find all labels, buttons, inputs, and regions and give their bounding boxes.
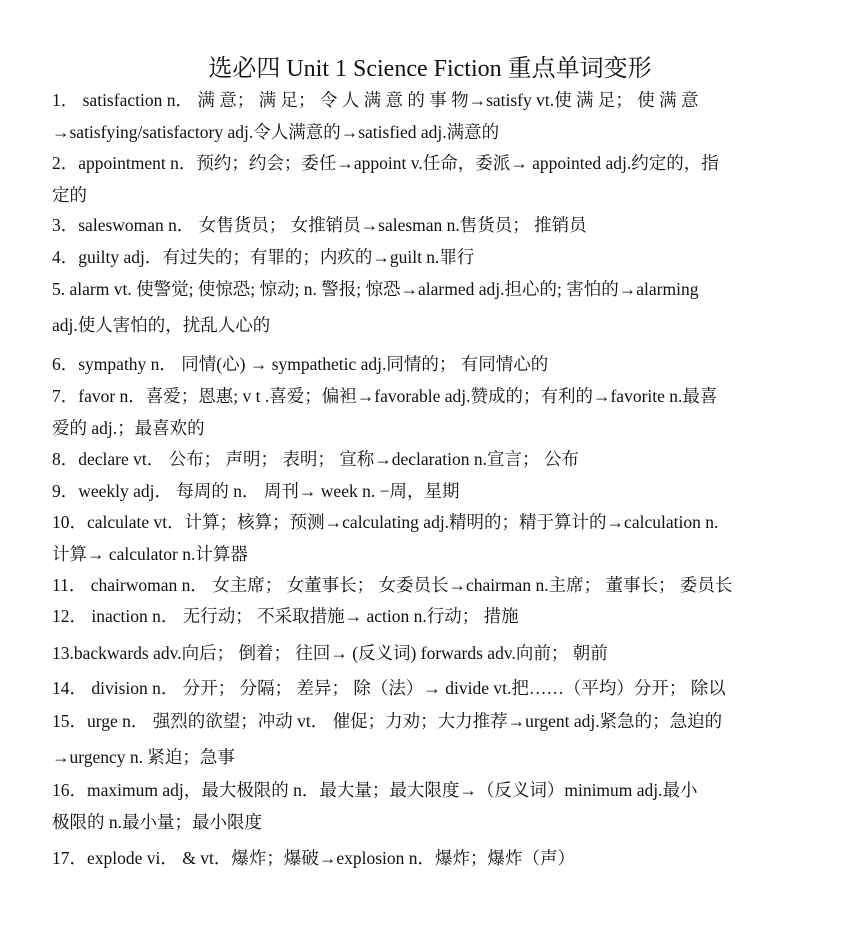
word-entry-8 bbox=[52, 443, 812, 475]
entry-line: 计算→ calculator n.计算器 bbox=[52, 544, 248, 564]
entry-line: 9．weekly adj． 每周的 n． 周刊→ week n. −周，星期 bbox=[52, 481, 460, 501]
entry-line: →satisfying/satisfactory adj.令人满意的→satisfied adj.满意的 bbox=[52, 122, 500, 142]
entry-line: 极限的 n.最小量；最小限度 bbox=[52, 812, 262, 832]
entry-line: 7．favor n．喜爱；恩惠; v t .喜爱；偏袒→favorable adj.赞成的；有利的→favorite n.最喜 bbox=[52, 386, 718, 406]
word-entry-4 bbox=[52, 241, 812, 273]
word-entry-1 bbox=[52, 84, 812, 148]
entry-line: 10．calculate vt．计算；核算；预测→calculating adj.精明的；精于算计的→calculation n. bbox=[52, 512, 719, 532]
entry-line: 4．guilty adj．有过失的；有罪的；内疚的→guilt n.罪行 bbox=[52, 247, 475, 267]
word-entry-14 bbox=[52, 672, 812, 704]
word-entry-11 bbox=[52, 569, 812, 601]
word-entry-7 bbox=[52, 380, 812, 444]
word-entry-2 bbox=[52, 147, 812, 211]
entry-line: 1． satisfaction n． 满 意； 满 足； 令 人 满 意 的 事 物→satisfy vt.使 满 足； 使 满 意 bbox=[52, 90, 699, 110]
entry-line: 17．explode vi． & vt．爆炸；爆破→explosion n．爆炸；爆炸（声） bbox=[52, 848, 576, 868]
word-entry-13 bbox=[52, 637, 812, 669]
word-entry-9 bbox=[52, 475, 812, 507]
entry-line: 6．sympathy n． 同情(心) → sympathetic adj.同情的； 有同情心的 bbox=[52, 354, 549, 374]
word-entry-3 bbox=[52, 209, 812, 241]
entry-line: 3．saleswoman n． 女售货员； 女推销员→salesman n.售货员； 推销员 bbox=[52, 215, 587, 235]
word-entry-5 bbox=[52, 273, 812, 341]
word-entry-15 bbox=[52, 705, 812, 773]
word-entry-16 bbox=[52, 774, 812, 838]
entry-line: adj.使人害怕的，扰乱人心的 bbox=[52, 315, 271, 335]
entry-line: 爱的 adj.；最喜欢的 bbox=[52, 418, 205, 438]
entry-line: 16．maximum adj，最大极限的 n．最大量；最大限度→（反义词）minimum adj.最小 bbox=[52, 780, 698, 800]
word-entry-6 bbox=[52, 348, 812, 380]
word-entry-17 bbox=[52, 842, 812, 874]
entry-line: 11． chairwoman n． 女主席； 女董事长； 女委员长→chairman n.主席； 董事长； 委员长 bbox=[52, 575, 733, 595]
entry-line: 5. alarm vt. 使警觉; 使惊恐; 惊动; n. 警报; 惊恐→alarmed adj.担心的; 害怕的→alarming bbox=[52, 279, 699, 299]
entry-line: 14． division n． 分开； 分隔； 差异； 除（法）→ divide vt.把……（平均）分开； 除以 bbox=[52, 678, 726, 698]
entry-line: 15．urge n． 强烈的欲望；冲动 vt． 催促；力劝；大力推荐→urgent adj.紧急的；急迫的 bbox=[52, 711, 723, 731]
entry-line: 8．declare vt． 公布； 声明； 表明； 宣称→declaration n.宣言； 公布 bbox=[52, 449, 579, 469]
entry-line: →urgency n. 紧迫；急事 bbox=[52, 747, 235, 767]
word-entry-10 bbox=[52, 506, 812, 570]
entry-line: 12． inaction n． 无行动； 不采取措施→ action n.行动； 措施 bbox=[52, 606, 519, 626]
page-title: 选必四 Unit 1 Science Fiction 重点单词变形 bbox=[208, 56, 652, 82]
entry-line: 定的 bbox=[52, 185, 87, 205]
word-entry-12 bbox=[52, 600, 812, 632]
entry-line: 2．appointment n．预约；约会；委任→appoint v.任命，委派→ appointed adj.约定的，指 bbox=[52, 153, 719, 173]
entry-line: 13.backwards adv.向后； 倒着； 往回→ (反义词) forwards adv.向前； 朝前 bbox=[52, 643, 608, 663]
